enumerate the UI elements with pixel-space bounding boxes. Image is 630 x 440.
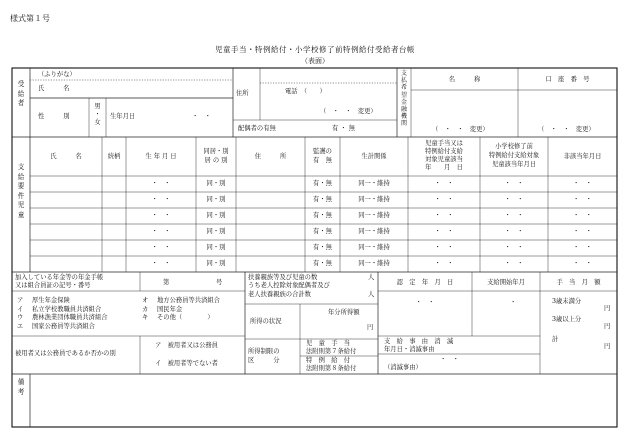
under-3-label: 3歳未満分 (552, 298, 582, 305)
account-change-note: （ ・ ・ 変更） (538, 126, 595, 133)
gender-label: 性 別 (38, 113, 70, 120)
table-row (30, 196, 617, 212)
special-header-1: 小学校修了前 (495, 143, 533, 150)
target-header-2: 特例給付支給 (425, 148, 463, 155)
birthdate-label: 生年月日 (110, 113, 136, 120)
special-header-3: 児童該当年月日 (491, 161, 537, 168)
option-mark: ウ (17, 314, 24, 321)
payment-side-label: 支払希望金融機関 (400, 70, 407, 128)
bank-change-note: （ ・ ・ 変更） (432, 126, 489, 133)
pension-bangou: 号 (216, 279, 223, 286)
child-birthdate-header: 生 年 月 日 (145, 153, 177, 160)
row-nonapplicable-date: ・ ・ (573, 260, 592, 267)
dependents-unit-1: 人 (368, 274, 375, 281)
birthdate-dots: ・ ・ (192, 113, 211, 120)
recipient-side-label: 受給者 (17, 80, 25, 108)
page-title: 児童手当・特例給付・小学校修了前特例給付受給者台帳 (215, 45, 415, 54)
total-label: 計 (552, 336, 559, 343)
row-target-date: ・ ・ (434, 212, 454, 219)
female-option: 女 (94, 119, 101, 126)
page-subtitle: （表面） (301, 57, 329, 65)
option-text: 私立学校教職員共済組合 (32, 305, 102, 313)
option-mark: オ (142, 297, 149, 304)
address-change-note: （ ・ ・ 変更） (320, 108, 377, 115)
target-header-4: 年 月 日 (425, 164, 463, 171)
table-row (30, 228, 617, 244)
table-row (30, 180, 617, 196)
table-row (30, 260, 617, 276)
special-benefit-line-1: 特 例 給 付 (306, 357, 351, 364)
remarks-label: 備考 (17, 378, 25, 396)
income-limit-label-2: 区 分 (248, 357, 280, 364)
special-header-2: 特例給付支給対象 (488, 152, 540, 159)
furigana-label: （ふりがな） (38, 71, 76, 78)
certification-date-dots: ・ ・ (415, 299, 435, 306)
bank-name-header: 名 称 (448, 76, 481, 83)
total-yen: 円 (604, 343, 611, 350)
termination-date-dots: ・ ・ (440, 356, 459, 363)
nonapplicable-header: 非該当年月日 (563, 153, 602, 160)
public-servant-question: 被用者又は公務員であるか否かの別 (15, 350, 116, 357)
row-birthdate: ・ ・ (151, 180, 171, 187)
row-cohabitation: 同・別 (206, 180, 226, 187)
row-livelihood: 同一・維持 (358, 228, 390, 235)
option-text: 厚生年金保険 (32, 297, 70, 304)
gender-separator: ・ (94, 111, 101, 118)
income-limit-label-1: 所得制限の (248, 348, 280, 355)
pension-label-1: 加入している年金等の年金手帳 (15, 274, 104, 281)
row-target-date: ・ ・ (434, 244, 454, 251)
row-special-date: ・ ・ (504, 212, 524, 219)
termination-reason-paren: （消滅事由） (384, 364, 422, 371)
row-nonapplicable-date: ・ ・ (573, 228, 592, 235)
child-allowance-line-2: 法附則第７条給付 (306, 348, 357, 355)
table-row (30, 212, 617, 228)
row-cohabitation: 同・別 (206, 228, 226, 235)
row-custody: 有・無 (313, 244, 332, 251)
option-mark: エ (17, 322, 24, 330)
row-cohabitation: 同・別 (206, 212, 226, 219)
row-birthdate: ・ ・ (151, 244, 171, 251)
male-option: 男 (94, 103, 101, 110)
payment-start-header: 支給開始年月 (487, 279, 525, 286)
option-text: その他（ ） (157, 314, 214, 321)
termination-reason-line-2: 年月日・消滅事由 (384, 346, 435, 353)
row-special-date: ・ ・ (504, 196, 524, 203)
table-row (30, 244, 617, 260)
row-custody: 有・無 (313, 228, 332, 235)
row-cohabitation: 同・別 (206, 260, 226, 267)
termination-reason-line-1: 支 給 事 由 消 滅 (384, 338, 454, 345)
custody-header-2: 有 無 (313, 157, 332, 164)
employee-option-a: ア 被用者又は公務員 (155, 342, 218, 349)
relation-header: 続柄 (107, 153, 121, 160)
name-label: 氏 名 (38, 85, 70, 92)
row-livelihood: 同一・維持 (358, 180, 390, 187)
row-livelihood: 同一・維持 (358, 196, 390, 203)
row-cohabitation: 同・別 (206, 244, 226, 251)
option-mark: ア (17, 297, 24, 304)
custody-header-1: 監護の (313, 148, 332, 155)
row-target-date: ・ ・ (434, 228, 454, 235)
row-nonapplicable-date: ・ ・ (573, 180, 592, 187)
employee-option-b: イ 被用者等でない者 (155, 360, 218, 367)
row-custody: 有・無 (313, 260, 332, 267)
row-custody: 有・無 (313, 212, 332, 219)
child-address-header: 住 所 (254, 153, 287, 160)
over-3-yen: 円 (604, 323, 611, 330)
row-birthdate: ・ ・ (151, 260, 171, 267)
row-custody: 有・無 (313, 180, 332, 187)
monthly-amount-header: 手 当 月 額 (556, 279, 601, 286)
child-name-header: 氏 名 (50, 153, 82, 160)
option-text: 地方公務員等共済組合 (157, 297, 220, 304)
special-benefit-line-2: 法附則第８条給付 (306, 365, 357, 372)
spouse-label: 配偶者の有無 (238, 125, 276, 132)
income-yen: 円 (367, 324, 374, 331)
pension-label-2: 又は組合員証の記号・番号 (15, 282, 91, 289)
option-mark: カ (142, 305, 149, 313)
children-side-label: 支給要件児童 (17, 163, 25, 219)
row-target-date: ・ ・ (434, 180, 454, 187)
row-nonapplicable-date: ・ ・ (573, 212, 592, 219)
over-3-label: 3歳以上分 (552, 316, 582, 323)
target-header-1: 児童手当又は (425, 140, 463, 147)
row-special-date: ・ ・ (504, 228, 524, 235)
cohabitation-header-1: 同居・別 (203, 148, 229, 155)
row-birthdate: ・ ・ (151, 196, 171, 203)
dependents-unit-2: 人 (368, 291, 375, 298)
target-header-3: 対象児童該当 (425, 156, 463, 163)
row-nonapplicable-date: ・ ・ (573, 196, 592, 203)
row-special-date: ・ ・ (504, 260, 524, 267)
livelihood-header: 生計関係 (361, 153, 387, 160)
row-birthdate: ・ ・ (151, 212, 171, 219)
option-text: 国家公務員等共済組合 (32, 322, 95, 330)
row-target-date: ・ ・ (434, 196, 454, 203)
row-custody: 有・無 (313, 196, 332, 203)
row-livelihood: 同一・維持 (358, 260, 390, 267)
dependents-line-3: 老人扶養親族の合計数 (248, 291, 311, 298)
row-special-date: ・ ・ (504, 244, 524, 251)
annual-income-label: 年分所得額 (328, 309, 360, 316)
address-label: 住所 (236, 90, 249, 97)
option-text: 国民年金 (157, 305, 183, 313)
row-cohabitation: 同・別 (206, 196, 226, 203)
row-special-date: ・ ・ (504, 180, 524, 187)
row-birthdate: ・ ・ (151, 228, 171, 235)
income-status-label: 所得の状況 (250, 318, 282, 325)
account-number-header: 口 座 番 号 (545, 76, 590, 83)
row-livelihood: 同一・維持 (358, 244, 390, 251)
option-mark: キ (142, 314, 149, 321)
row-target-date: ・ ・ (434, 260, 454, 267)
row-nonapplicable-date: ・ ・ (573, 244, 592, 251)
option-mark: イ (17, 305, 24, 313)
form-number: 様式第１号 (10, 14, 50, 23)
under-3-yen: 円 (604, 305, 611, 312)
option-text: 農林漁業団体職員共済組合 (32, 314, 108, 321)
dependents-line-1: 扶養親族等及び児童の数 (248, 274, 318, 281)
row-livelihood: 同一・維持 (358, 212, 390, 219)
cohabitation-header-2: 居 の 別 (204, 157, 228, 164)
payment-start-dots: ・ (510, 299, 517, 306)
certification-date-header: 認 定 年 月 日 (396, 279, 454, 286)
pension-kigou: 第 (163, 279, 170, 286)
phone-label: 電話 （ ） (285, 88, 326, 95)
child-allowance-line-1: 児 童 手 当 (306, 340, 351, 347)
dependents-line-2: うち老人控除対象配偶者及び (248, 282, 330, 289)
spouse-value: 有 ・ 無 (332, 125, 355, 132)
